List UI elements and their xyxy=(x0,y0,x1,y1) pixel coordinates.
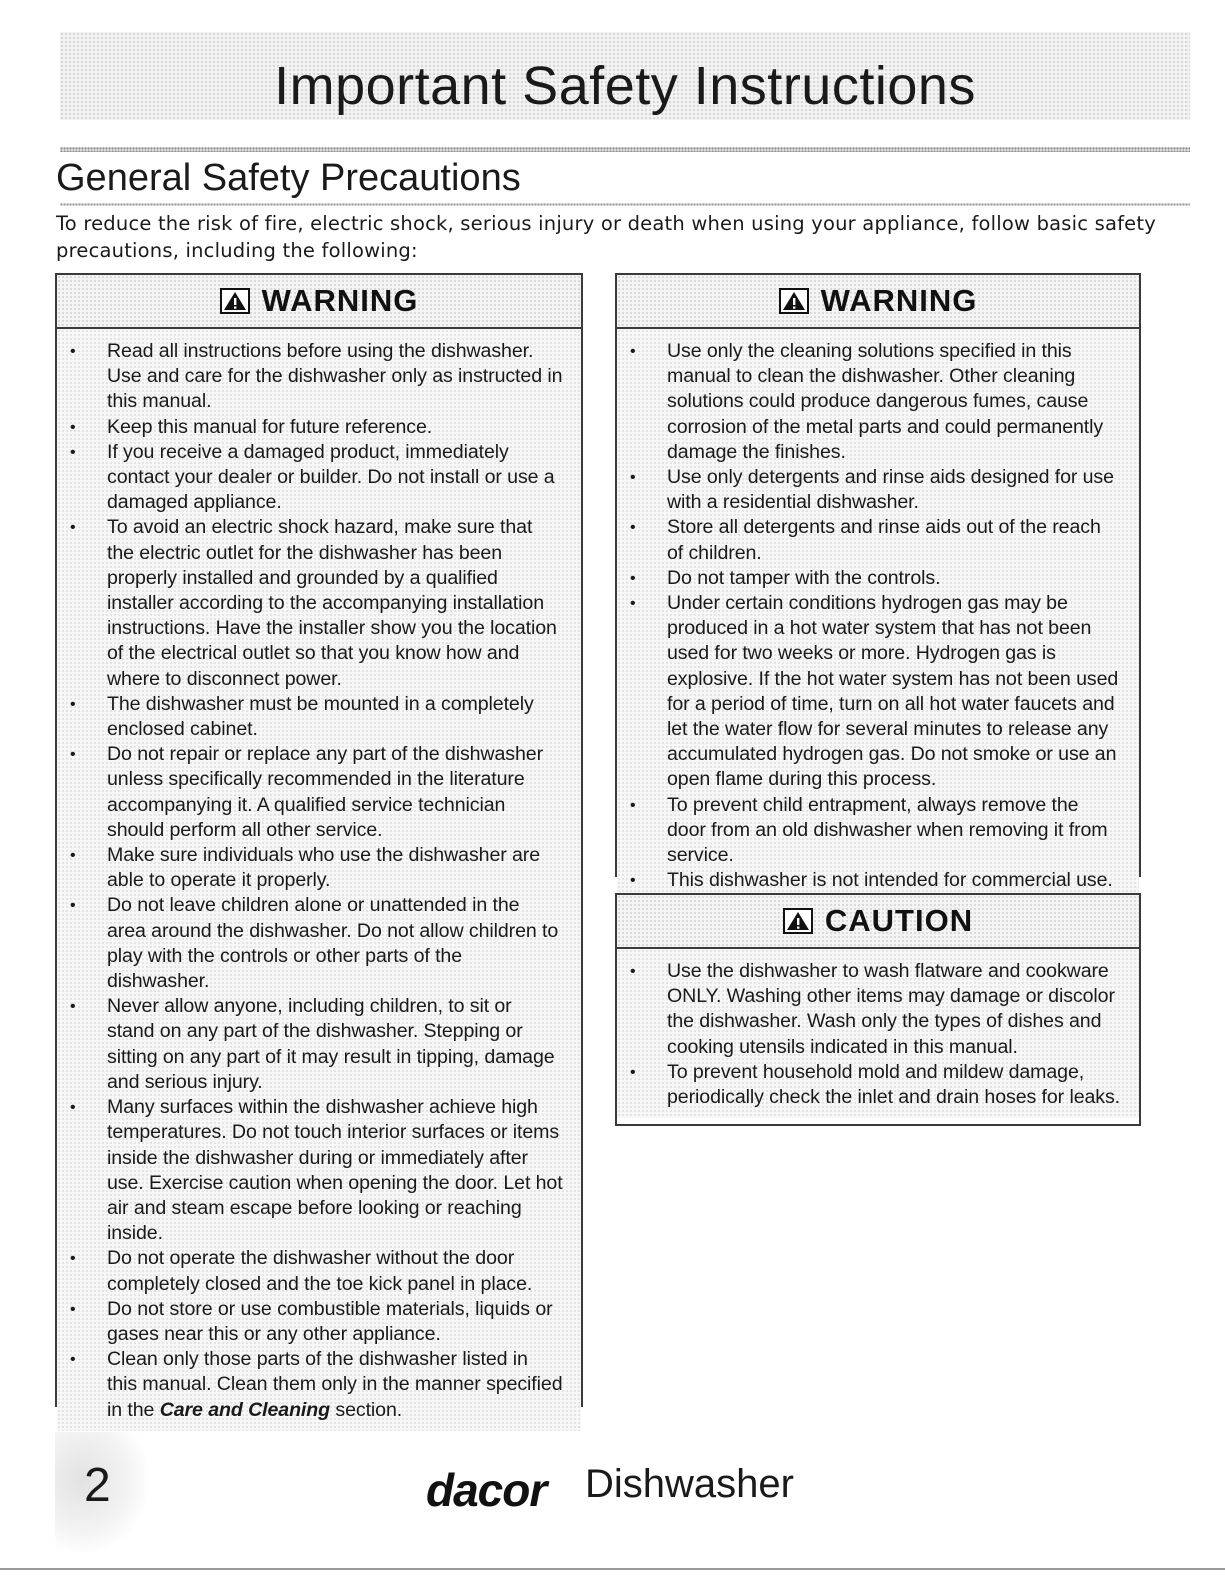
warning-box-header xyxy=(57,275,581,329)
bullet-icon: • xyxy=(70,418,76,436)
warning-box-body xyxy=(617,329,1139,901)
dacor-logo xyxy=(426,1470,576,1512)
care-and-cleaning-reference: Care and Cleaning xyxy=(159,1398,331,1421)
caution-heading: CAUTION xyxy=(824,903,974,938)
list-item-text: Many surfaces within the dishwasher achieve high temperatures. Do not touch interior surfaces or items inside the dishwasher during or immediately after use. Exercise caution when opening the door. Let hot air and steam escape before looking or reaching inside. xyxy=(107,1096,563,1245)
list-item xyxy=(65,339,563,415)
list-item xyxy=(65,1246,563,1296)
list-item-text: To prevent child entrapment, always remove the door from an old dishwasher when removing it from service. xyxy=(667,793,1108,867)
bullet-icon: • xyxy=(70,1099,76,1117)
warning-triangle-icon xyxy=(783,908,813,934)
list-item-text: Store all detergents and rinse aids out of the reach of children. xyxy=(667,516,1101,564)
bullet-icon: • xyxy=(630,569,636,587)
bullet-icon: • xyxy=(70,695,76,713)
warning-heading: WARNING xyxy=(261,283,419,318)
list-item-text: Do not repair or replace any part of the dishwasher unless specifically recommended in the literature accompanying it. A qualified service technician should perform all other service. xyxy=(107,743,543,841)
list-item xyxy=(65,515,563,691)
list-item-text: To avoid an electric shock hazard, make sure that the electric outlet for the dishwasher has been properly installed and grounded by a qualified installer according to the accompanying installation instructions. Have the installer show you the location of the electrical outlet so that you know how and where to disconnect power. xyxy=(107,516,557,690)
warning-triangle-icon xyxy=(220,288,250,314)
list-item xyxy=(65,843,563,893)
page-title: Important Safety Instructions xyxy=(274,56,976,116)
list-item-text: Never allow anyone, including children, to sit or stand on any part of the dishwasher. Stepping or sitting on any part of it may result in tipping, damage and serious injury. xyxy=(107,995,555,1093)
warning-list xyxy=(65,339,563,1423)
list-item-text: Clean only those parts of the dishwasher listed in this manual. Clean them only in the manner specified in the xyxy=(107,1348,563,1421)
list-item xyxy=(625,868,1121,893)
brand-logo-text: dacor xyxy=(426,1470,547,1512)
page-number: 2 xyxy=(84,1459,111,1512)
section-divider-bottom xyxy=(60,203,1190,206)
list-item-text: Do not leave children alone or unattended in the area around the dishwasher. Do not allow children to play with the controls or other parts of the dishwasher. xyxy=(107,894,559,993)
list-item xyxy=(65,415,563,440)
list-item-text: To prevent household mold and mildew damage, periodically check the inlet and drain hoses for leaks. xyxy=(667,1060,1121,1109)
bullet-icon: • xyxy=(70,1300,76,1318)
bullet-icon: • xyxy=(70,847,76,865)
list-item-text: Read all instructions before using the dishwasher. Use and care for the dishwasher only as instructed in this manual. xyxy=(107,340,563,413)
list-item-text: Use only the cleaning solutions specified in this manual to clean the dishwasher. Other cleaning solutions could produce dangerous fumes, cause corrosion of the metal parts and could permanently damage the finishes. xyxy=(667,340,1104,463)
list-item-text: Use only detergents and rinse aids designed for use with a residential dishwasher. xyxy=(667,466,1114,514)
warning-box-left xyxy=(55,273,583,1421)
bullet-icon: • xyxy=(630,872,636,890)
list-item-text-suffix: section. xyxy=(330,1398,403,1421)
caution-list xyxy=(625,959,1121,1110)
list-item-text: Under certain conditions hydrogen gas may be produced in a hot water system that has not been used for two weeks or more. Hydrogen gas is explosive. If the hot water system has not been used for a period of time, turn on all hot water faucets and let the water flow for several minutes to release any accumulated hydrogen gas. Do not smoke or use an open flame during this process. xyxy=(667,592,1119,791)
bullet-icon: • xyxy=(70,443,76,461)
section-title: General Safety Precautions xyxy=(56,157,521,199)
title-band xyxy=(60,32,1190,120)
list-item-text: Use the dishwasher to wash flatware and cookware ONLY. Washing other items may damage or discolor the dishwasher. Wash only the types of dishes and cooking utensils indicated in this manual. xyxy=(667,960,1115,1058)
list-item xyxy=(625,959,1121,1060)
list-item-text: Make sure individuals who use the dishwasher are able to operate it properly. xyxy=(107,844,541,892)
bullet-icon: • xyxy=(70,1250,76,1268)
bullet-icon: • xyxy=(70,746,76,764)
caution-box-body xyxy=(617,949,1139,1118)
list-item xyxy=(625,515,1121,565)
bullet-icon: • xyxy=(630,963,636,980)
list-item-text: Do not tamper with the controls. xyxy=(667,566,941,589)
bullet-icon: • xyxy=(70,519,76,537)
list-item xyxy=(625,793,1121,869)
list-item xyxy=(65,692,563,742)
list-item xyxy=(65,742,563,843)
bullet-icon: • xyxy=(630,519,636,537)
bullet-icon: • xyxy=(630,469,636,487)
warning-box-body xyxy=(57,329,581,1431)
bullet-icon: • xyxy=(70,998,76,1016)
list-item xyxy=(65,1095,563,1246)
list-item xyxy=(625,591,1121,793)
warning-heading: WARNING xyxy=(820,283,978,318)
warning-triangle-icon xyxy=(779,288,809,314)
list-item xyxy=(65,1297,563,1347)
product-name: Dishwasher xyxy=(585,1462,794,1506)
caution-box-header xyxy=(617,895,1139,949)
bullet-icon: • xyxy=(630,343,636,360)
list-item-text: The dishwasher must be mounted in a completely enclosed cabinet. xyxy=(107,692,534,741)
list-item xyxy=(625,339,1121,465)
list-item-text: Keep this manual for future reference. xyxy=(107,415,433,438)
bullet-icon: • xyxy=(70,1351,76,1369)
bullet-icon: • xyxy=(70,897,76,915)
warning-box-header xyxy=(617,275,1139,329)
warning-list xyxy=(625,339,1121,893)
list-item xyxy=(65,994,563,1095)
list-item xyxy=(625,1060,1121,1110)
bullet-icon: • xyxy=(630,1063,636,1081)
list-item-text: Do not store or use combustible materials, liquids or gases near this or any other appliance. xyxy=(107,1297,553,1345)
caution-box xyxy=(615,893,1141,1126)
bottom-rule xyxy=(0,1568,1225,1570)
list-item xyxy=(65,440,563,516)
bullet-icon: • xyxy=(630,595,636,613)
intro-paragraph: To reduce the risk of fire, electric shock, serious injury or death when using your appliance, follow basic safety precautions, including the following: xyxy=(56,212,1156,262)
list-item-text: This dishwasher is not intended for commercial use. xyxy=(667,869,1113,892)
list-item xyxy=(625,465,1121,515)
list-item-text: Do not operate the dishwasher without the door completely closed and the toe kick panel in place. xyxy=(107,1247,533,1295)
bullet-icon: • xyxy=(630,796,636,814)
list-item xyxy=(65,1347,563,1423)
list-item-text: If you receive a damaged product, immediately contact your dealer or builder. Do not install or use a damaged appliance. xyxy=(107,440,555,514)
list-item xyxy=(65,893,563,994)
list-item xyxy=(625,566,1121,591)
warning-box-right xyxy=(615,273,1141,892)
bullet-icon: • xyxy=(70,343,76,360)
